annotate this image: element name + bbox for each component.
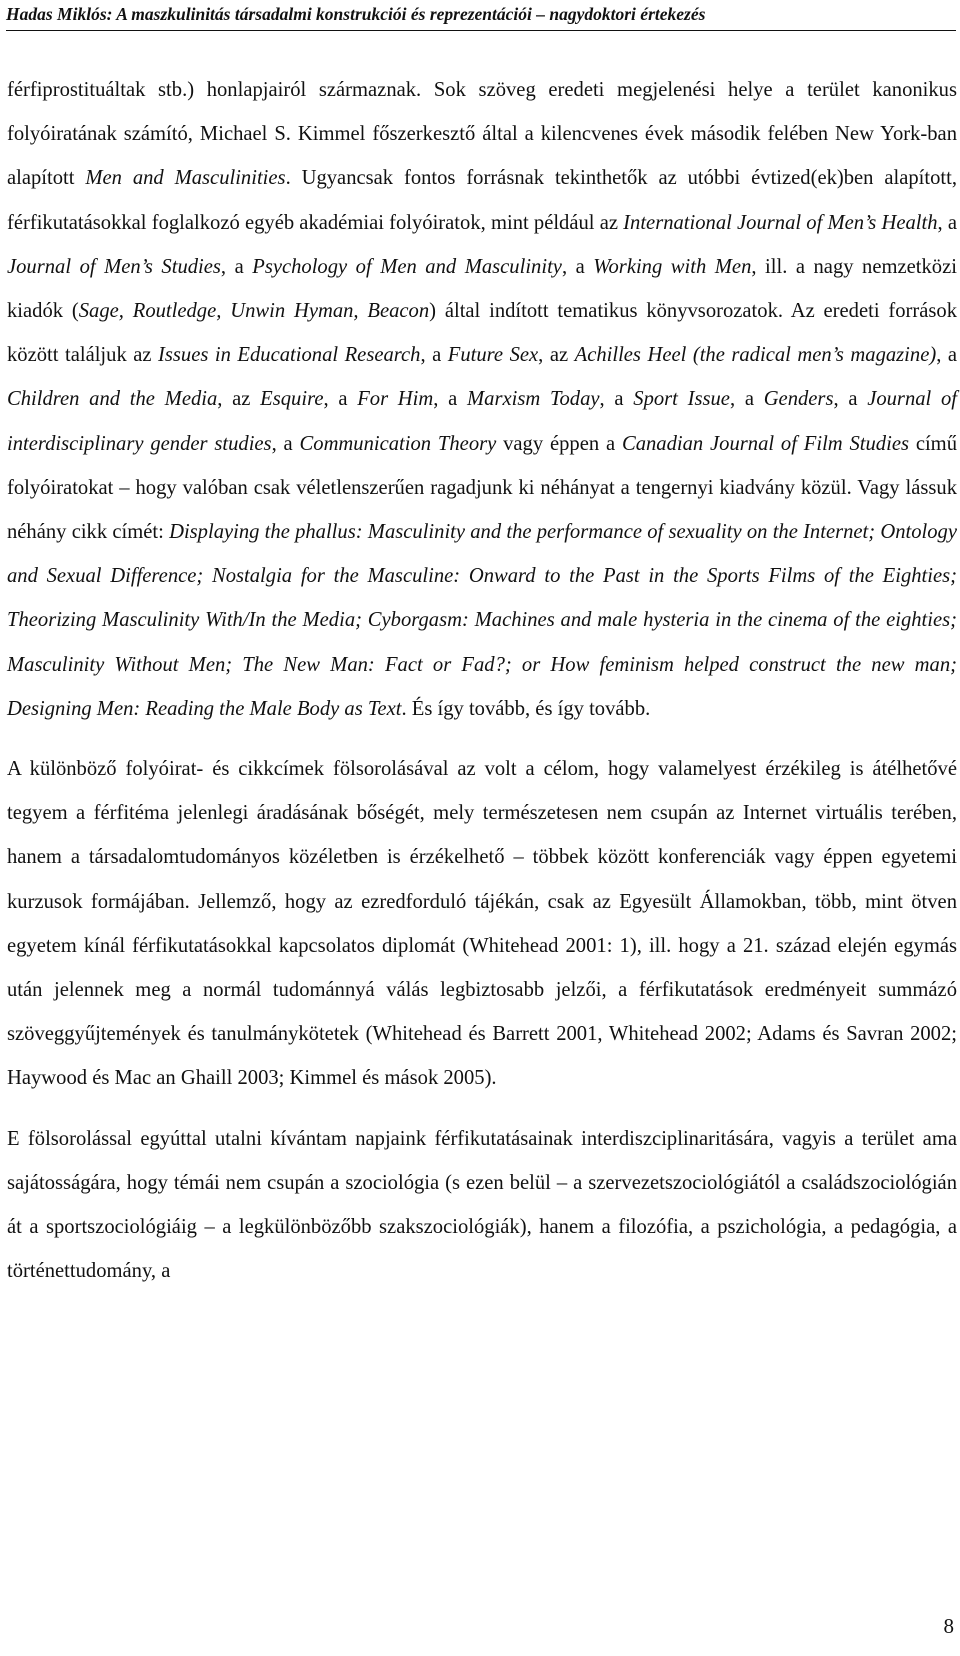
paragraph-3 (7, 1117, 957, 1294)
italic-title-run: Issues in Educational Research (158, 344, 421, 367)
italic-title-run: Journal of Men’s Studies (7, 255, 221, 278)
header-rule (6, 30, 956, 31)
paragraph-2 (7, 747, 957, 1101)
italic-title-run: Sage, Routledge, Unwin Hyman, Beacon (78, 300, 430, 323)
text-run: , a (561, 255, 594, 278)
text-run: , a (936, 344, 958, 367)
italic-title-run: Marxism Today (467, 388, 600, 411)
text-run: , a (729, 388, 764, 411)
text-run: , a (420, 344, 448, 367)
paragraph-1 (7, 68, 957, 731)
italic-title-run: For Him (357, 388, 434, 411)
text-run: . És így tovább, és így tovább. (401, 697, 651, 720)
italic-title-run: Children and the Media (7, 388, 218, 411)
italic-title-run: Future Sex (447, 344, 539, 367)
text-run: , ill. a nagy nemzetközi kiadók ( (7, 255, 957, 323)
italic-title-run: Displaying the phallus: Masculinity and the performance of sexuality on the Internet; Ontology and Sexual Difference; Nostalgia for the Masculine: Onward to the Past in the Sports Films of the Eighties; Theorizing Masculinity With/In the Media; Cyborgasm: Machines and male hysteria in the cinema of the eighties; Masculinity Without Men; The New Man: Fact or Fad?; or How feminism helped construct the new man; Designing Men: Reading the Male Body as Text (7, 521, 957, 720)
italic-title-run: Psychology of Men and Masculinity (252, 255, 562, 278)
text-run: című folyóiratokat – hogy valóban csak véletlenszerűen ragadjunk ki néhányat a tengernyi kiadvány közül. Vagy lássuk néhány cikk címét: (7, 432, 957, 544)
italic-title-run: Journal of interdisciplinary gender studies (7, 388, 958, 455)
italic-title-run: Men and Masculinities (85, 167, 286, 190)
body-text (7, 68, 957, 1293)
text-run: , a (433, 388, 468, 411)
text-run: ) által indított tematikus könyvsorozatok. Az eredeti források között találjuk az (7, 300, 958, 367)
text-run: vagy éppen a (496, 432, 622, 455)
text-run: , a (599, 388, 634, 411)
text-run: , az (538, 344, 575, 367)
text-run: , a (833, 388, 868, 411)
text-run: . Ugyancsak fontos forrásnak tekinthetők az utóbbi évtized(ek)ben alapított, férfikutatásokkal foglalkozó egyéb akadémiai folyóiratok, mint például az (7, 167, 957, 234)
text-run: , a (271, 432, 300, 455)
italic-title-run: Sport Issue (633, 388, 730, 411)
italic-title-run: Esquire (260, 388, 324, 411)
page-number: 8 (943, 1614, 954, 1638)
text-run: , a (323, 388, 358, 411)
italic-title-run: Achilles Heel (the radical men’s magazine) (574, 344, 937, 367)
text-run: , a (937, 211, 958, 234)
text-run: férfiprostituáltak stb.) honlapjairól származnak. Sok szöveg eredeti megjelenési helye a terület kanonikus folyóiratának számító, Michael S. Kimmel főszerkesztő által a kilencvenes évek második felében New York-ban alapított (7, 79, 957, 190)
italic-title-run: International Journal of Men’s Health (623, 211, 938, 234)
running-header: Hadas Miklós: A maszkulinitás társadalmi konstrukciói és reprezentációi – nagydoktori értekezés (6, 4, 706, 24)
italic-title-run: Canadian Journal of Film Studies (621, 432, 909, 455)
text-run: , a (220, 255, 253, 278)
italic-title-run: Communication Theory (299, 432, 497, 455)
italic-title-run: Genders (763, 388, 834, 411)
text-run: A különböző folyóirat- és cikkcímek fölsorolásával az volt a célom, hogy valamelyest érzékileg is átélhetővé tegyem a férfitéma jelenlegi áradásának bőségét, mely természetesen nem csupán az Internet virtuális terében, hanem a társadalomtudományos közéletben is érzékelhető – többek között konferenciák vagy éppen egyetemi kurzusok formájában. Jellemző, hogy az ezredforduló tájékán, csak az Egyesült Államokban, több, mint ötven egyetem kínál férfikutatásokkal kapcsolatos diplomát (Whitehead 2001: 1), ill. hogy a 21. század elején egymás után jelennek meg a normál tudománnyá válás legbiztosabb jelzői, a férfikutatások eredményeit summázó szöveggyűjtemények és tanulmánykötetek (Whitehead és Barrett 2001, Whitehead 2002; Adams és Savran 2002; Haywood és Mac an Ghaill 2003; Kimmel és mások 2005). (7, 758, 957, 1090)
text-run: , az (217, 388, 261, 411)
text-run: E fölsorolással egyúttal utalni kívántam napjaink férfikutatásainak interdiszciplinaritására, vagyis a terület ama sajátosságára, hogy témái nem csupán a szociológia (s ezen belül – a szervezetszociológiától a családszociológián át a sportszociológiáig – a legkülönbözőbb szakszociológiák), hanem a filozófia, a pszichológia, a pedagógia, a történettudomány, a (7, 1127, 957, 1283)
italic-title-run: Working with Men (593, 255, 752, 278)
